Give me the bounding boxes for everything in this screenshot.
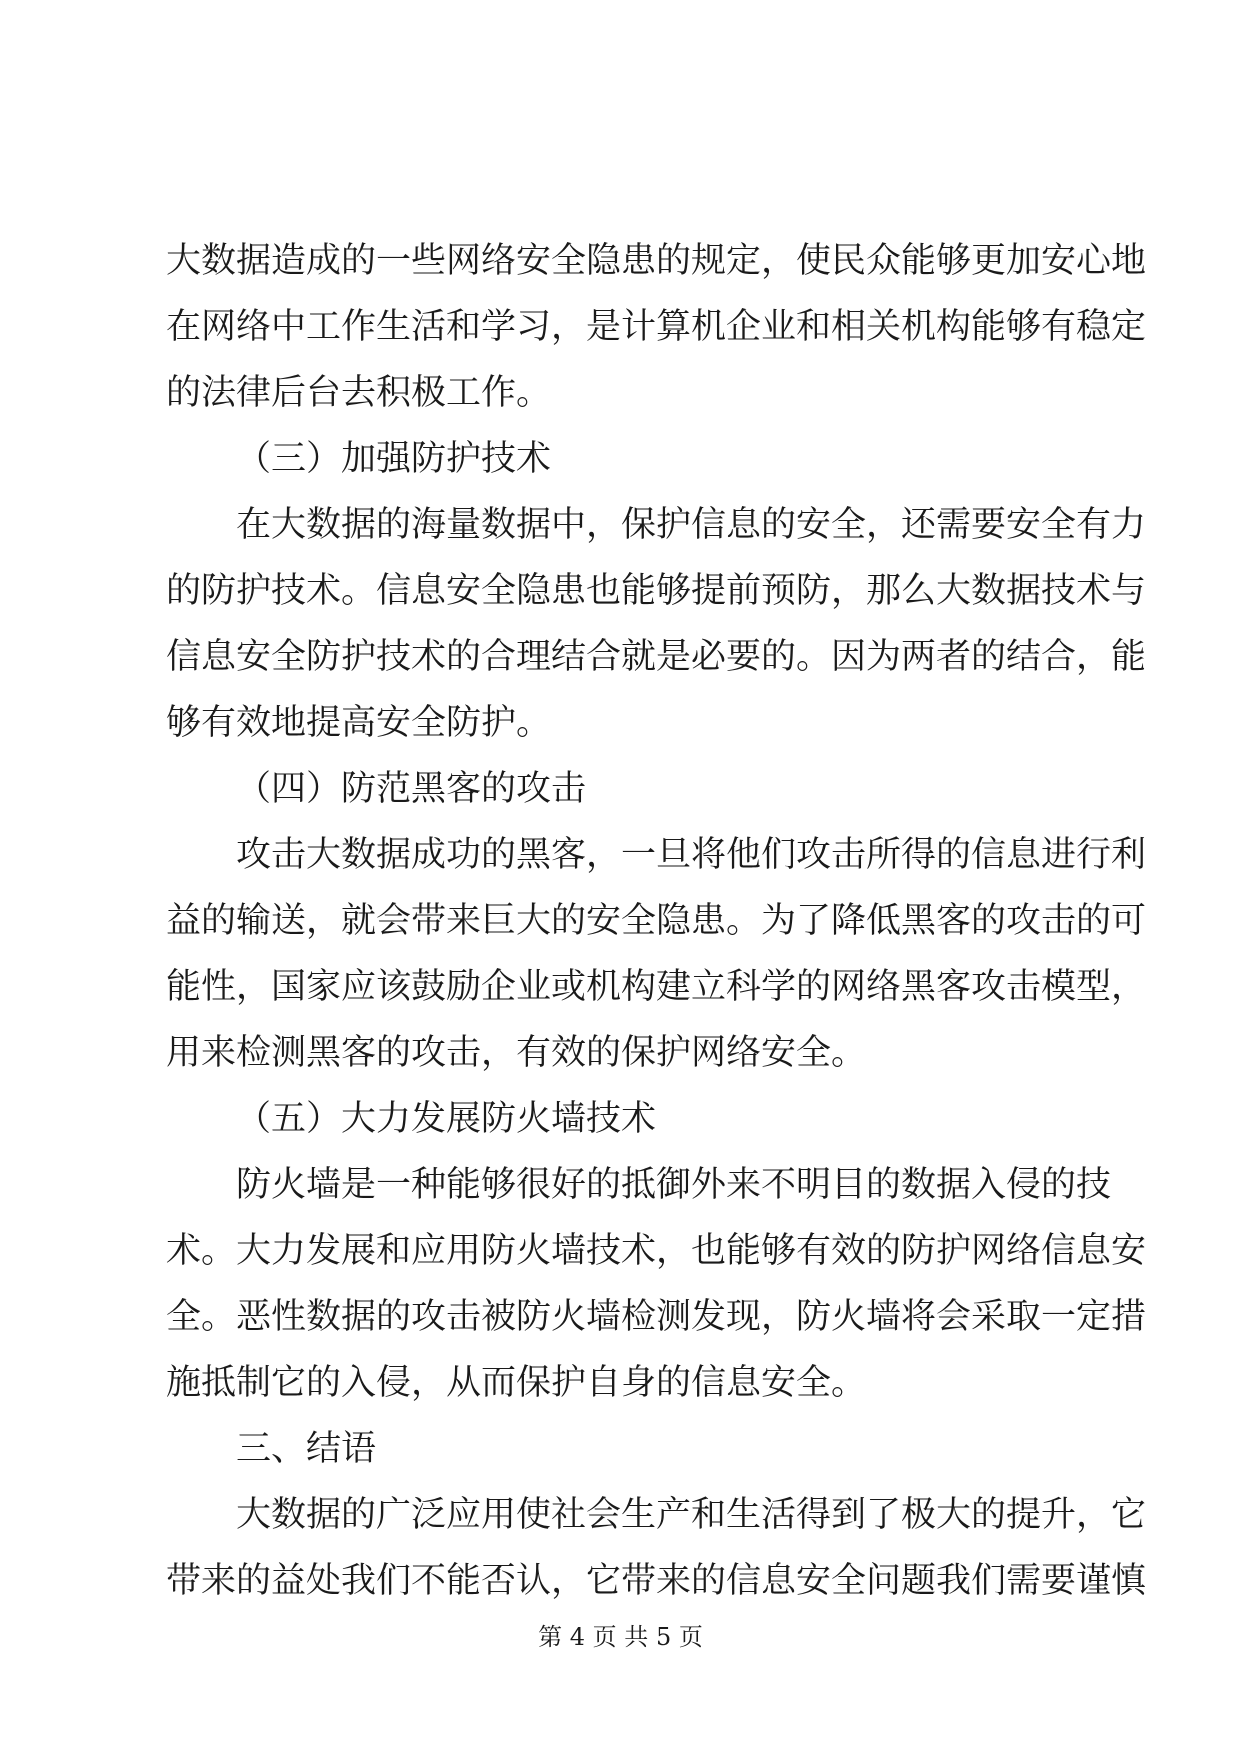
body-line: 全。恶性数据的攻击被防火墙检测发现，防火墙将会采取一定措 [166, 1297, 1147, 1337]
section-heading: （三）加强防护技术 [236, 439, 552, 479]
body-line: 够有效地提高安全防护。 [166, 703, 552, 743]
body-line: 大数据的广泛应用使社会生产和生活得到了极大的提升，它 [236, 1495, 1147, 1535]
body-line: 在大数据的海量数据中，保护信息的安全，还需要安全有力 [236, 505, 1147, 545]
body-line: 信息安全防护技术的合理结合就是必要的。因为两者的结合，能 [166, 637, 1147, 677]
body-line: 大数据造成的一些网络安全隐患的规定，使民众能够更加安心地 [166, 241, 1147, 281]
body-line: 术。大力发展和应用防火墙技术，也能够有效的防护网络信息安 [166, 1231, 1147, 1271]
body-line: 能性，国家应该鼓励企业或机构建立科学的网络黑客攻击模型， [166, 967, 1147, 1007]
page-number-footer: 第 4 页 共 5 页 [538, 1623, 703, 1651]
section-heading: 三、结语 [236, 1429, 377, 1469]
body-line: 的法律后台去积极工作。 [166, 373, 552, 413]
body-line: 施抵制它的入侵，从而保护自身的信息安全。 [166, 1363, 867, 1403]
document-body [166, 228, 1147, 1614]
section-heading: （四）防范黑客的攻击 [236, 769, 587, 809]
body-line: 在网络中工作生活和学习，是计算机企业和相关机构能够有稳定 [166, 307, 1147, 347]
body-line: 防火墙是一种能够很好的抵御外来不明目的数据入侵的技 [236, 1165, 1112, 1205]
body-line: 的防护技术。信息安全隐患也能够提前预防，那么大数据技术与 [166, 571, 1147, 611]
body-line: 攻击大数据成功的黑客，一旦将他们攻击所得的信息进行利 [236, 835, 1147, 875]
section-heading: （五）大力发展防火墙技术 [236, 1099, 657, 1139]
body-line: 益的输送，就会带来巨大的安全隐患。为了降低黑客的攻击的可 [166, 901, 1147, 941]
body-line: 用来检测黑客的攻击，有效的保护网络安全。 [166, 1033, 867, 1073]
body-line: 带来的益处我们不能否认，它带来的信息安全问题我们需要谨慎 [166, 1561, 1147, 1601]
